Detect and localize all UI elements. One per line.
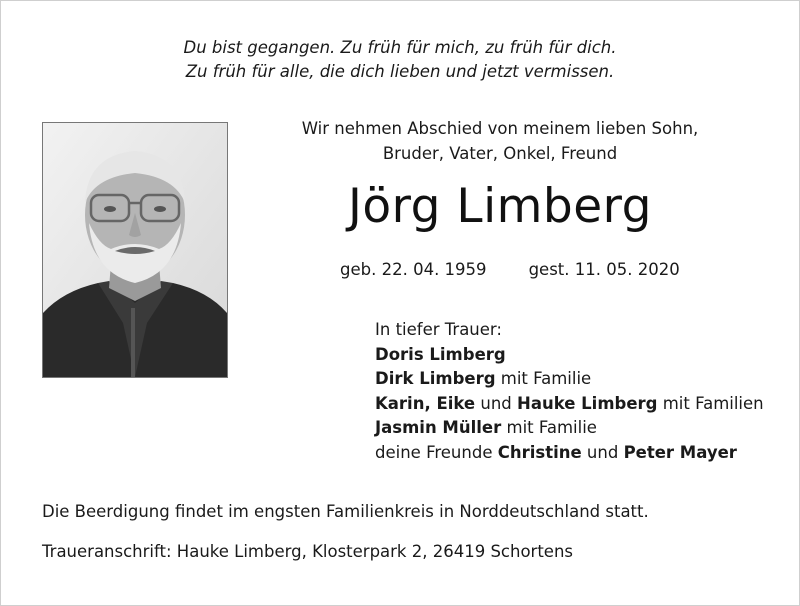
friends-prefix: deine Freunde — [375, 442, 498, 462]
mourner-hauke: Hauke Limberg — [517, 393, 658, 413]
mourners-list — [375, 318, 764, 465]
mourner-doris: Doris Limberg — [375, 344, 506, 364]
mourners-heading: In tiefer Trauer: — [375, 320, 502, 339]
portrait-photo — [42, 122, 228, 378]
and-text-2: und — [581, 442, 624, 462]
with-family-text-2: mit Familie — [501, 418, 597, 437]
life-dates — [340, 258, 680, 282]
death-date: gest. 11. 05. 2020 — [528, 260, 680, 279]
verse-line-2: Zu früh für alle, die dich lieben und jetzt vermissen. — [185, 62, 615, 81]
mourner-karin-eike: Karin, Eike — [375, 393, 476, 413]
mourner-line-5 — [375, 441, 764, 466]
and-text: und — [475, 393, 518, 413]
mourner-jasmin: Jasmin Müller — [375, 418, 502, 437]
mourner-dirk: Dirk Limberg — [375, 369, 496, 388]
farewell-intro — [270, 116, 730, 166]
intro-line-2: Bruder, Vater, Onkel, Freund — [382, 144, 618, 163]
mourner-line-1 — [375, 343, 764, 368]
mourner-line-2 — [375, 367, 764, 392]
with-family-text: mit Familie — [495, 369, 592, 388]
with-families-text: mit Familien — [657, 393, 764, 413]
verse-line-1: Du bist gegangen. Zu früh für mich, zu früh für dich. — [183, 38, 617, 57]
mourner-line-3 — [375, 392, 764, 417]
mourner-christine: Christine — [497, 442, 582, 462]
birth-date: geb. 22. 04. 1959 — [340, 260, 487, 279]
condolence-address: Traueranschrift: Hauke Limberg, Klosterpark 2, 26419 Schortens — [42, 542, 574, 561]
intro-line-1: Wir nehmen Abschied von meinem lieben Sohn, — [301, 119, 699, 138]
mourner-peter: Peter Mayer — [623, 442, 737, 462]
funeral-notice: Die Beerdigung findet im engsten Familienkreis in Norddeutschland statt. — [42, 502, 649, 521]
deceased-name: Jörg Limberg — [348, 179, 652, 234]
memorial-verse — [0, 36, 800, 84]
mourner-line-4 — [375, 416, 764, 441]
